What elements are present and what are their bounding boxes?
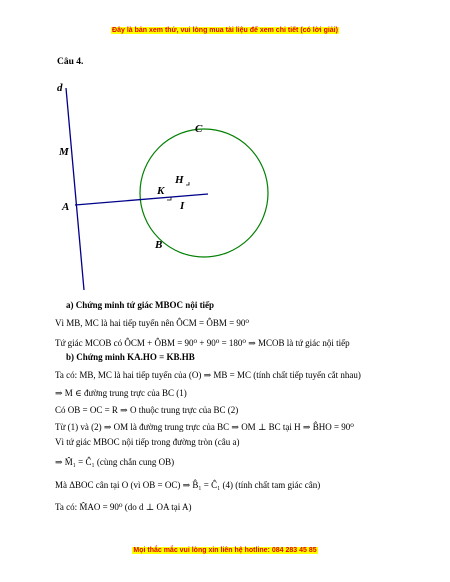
label-b: B [155, 239, 163, 251]
right-angle-mark-h [186, 182, 189, 185]
solution-line: Vì tứ giác MBOC nội tiếp trong đường tròn (câu a) [55, 437, 240, 447]
solution-line: Có OB = OC = R ⇒ O thuộc trung trực của BC (2) [55, 405, 239, 415]
segment-ao [75, 194, 208, 205]
hotline-text: Mọi thắc mắc vui lòng xin liên hệ hotline: 084 283 45 85 [133, 547, 317, 554]
solution-line: Mà ΔBOC cân tại O (vì OB = OC) ⇒ B̂₁ = Ĉ₁ (4) (tính chất tam giác cân) [55, 480, 321, 490]
solution-line: Tứ giác MCOB có ÔCM + ÔBM = 90⁰ + 90⁰ = 180⁰ ⇒ MCOB là tứ giác nội tiếp [55, 338, 350, 348]
label-h: H [175, 174, 184, 186]
label-d: d [57, 82, 63, 94]
question-heading: Câu 4. [57, 57, 84, 67]
label-i: I [180, 200, 185, 212]
label-k: K [157, 185, 165, 197]
part-a-title: a) Chứng minh tứ giác MBOC nội tiếp [66, 300, 215, 310]
hotline-banner [0, 547, 450, 554]
label-m: M [59, 146, 69, 158]
preview-notice-text: Đây là bản xem thử, vui lòng mua tài liệu để xem chi tiết (có lời giải) [112, 27, 338, 34]
solution-line: ⇒ M̂₁ = Ĉ₁ (cùng chắn cung OB) [55, 457, 175, 467]
label-a: A [62, 201, 70, 213]
part-b-title: b) Chứng minh KA.HO = KB.HB [66, 352, 195, 362]
solution-line: ⇒ M ∈ đường trung trực của BC (1) [55, 388, 187, 398]
solution-line: Từ (1) và (2) ⇒ OM là đường trung trực của BC ⇒ OM ⊥ BC tại H ⇒ B̂HO = 90⁰ [55, 422, 354, 432]
label-c: C [195, 123, 203, 135]
solution-line: Ta có: MB, MC là hai tiếp tuyến của (O) ⇒ MB = MC (tính chất tiếp tuyến cắt nhau) [55, 370, 361, 380]
solution-line: Ta có: M̂AO = 90⁰ (do d ⊥ OA tại A) [55, 502, 192, 512]
tangent-line-d [66, 88, 84, 290]
solution-line: Vì MB, MC là hai tiếp tuyến nên ÔCM = ÔBM = 90⁰ [55, 318, 250, 328]
